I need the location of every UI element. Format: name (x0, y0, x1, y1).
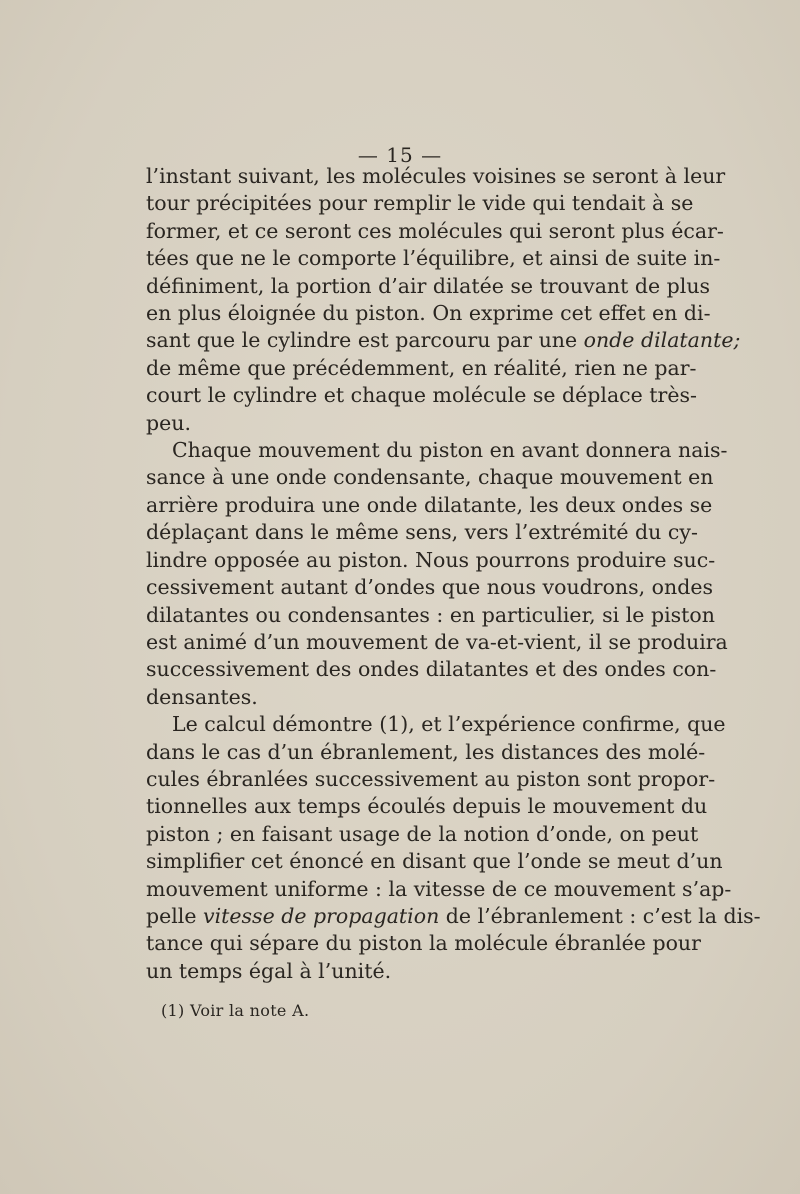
text-line: successivement des ondes dilatantes et des ondes con- (146, 657, 717, 682)
body-text (146, 163, 761, 985)
text-line: densantes. (146, 684, 258, 709)
text-line: simplifier cet énoncé en disant que l’onde se meut d’un (146, 849, 723, 874)
paragraph-3 (146, 711, 761, 985)
text-line: tées que ne le comporte l’équilibre, et ainsi de suite in- (146, 246, 721, 271)
text-line: sance à une onde condensante, chaque mouvement en (146, 465, 714, 490)
italic-term-vitesse-de-propagation: vitesse de propagation (203, 903, 440, 928)
text-line: tance qui sépare du piston la molécule ébranlée pour (146, 931, 701, 956)
text-line: Le calcul démontre (1), et l’expérience confirme, que (172, 712, 726, 737)
text-line: court le cylindre et chaque molécule se déplace très- (146, 383, 697, 408)
text-line: lindre opposée au piston. Nous pourrons produire suc- (146, 547, 716, 572)
footnote: (1) Voir la note A. (161, 1001, 310, 1020)
paragraph-1 (146, 163, 741, 437)
text-fragment: de l’ébranlement : c’est la dis- (439, 903, 761, 928)
text-line: mouvement uniforme : la vitesse de ce mouvement s’ap- (146, 876, 732, 901)
text-line: cessivement autant d’ondes que nous voudrons, ondes (146, 575, 713, 600)
text-line (146, 903, 761, 930)
text-line: en plus éloignée du piston. On exprime cet effet en di- (146, 301, 711, 326)
text-line: Chaque mouvement du piston en avant donnera nais- (172, 438, 728, 463)
text-line: arrière produira une onde dilatante, les deux ondes se (146, 492, 713, 517)
text-line: est animé d’un mouvement de va-et-vient, il se produira (146, 629, 728, 654)
text-fragment: sant que le cylindre est parcouru par une (146, 328, 584, 353)
text-line: un temps égal à l’unité. (146, 958, 392, 983)
text-line: tionnelles aux temps écoulés depuis le mouvement du (146, 794, 708, 819)
text-line (146, 327, 741, 354)
text-fragment: pelle (146, 903, 204, 928)
text-line: cules ébranlées successivement au piston sont propor- (146, 766, 716, 791)
text-line: former, et ce seront ces molécules qui seront plus écar- (146, 218, 724, 243)
text-line: peu. (146, 410, 191, 435)
page-number: — 15 — (357, 143, 443, 167)
text-line: dans le cas d’un ébranlement, les distances des molé- (146, 739, 706, 764)
text-line: de même que précédemment, en réalité, rien ne par- (146, 355, 697, 380)
text-line: piston ; en faisant usage de la notion d’onde, on peut (146, 821, 699, 846)
text-line: l’instant suivant, les molécules voisines se seront à leur (146, 164, 726, 188)
text-line: dilatantes ou condensantes : en particulier, si le piston (146, 602, 715, 627)
text-line: définiment, la portion d’air dilatée se trouvant de plus (146, 273, 711, 298)
italic-term-onde-dilatante: onde dilatante; (583, 328, 741, 353)
text-line: déplaçant dans le même sens, vers l’extrémité du cy- (146, 520, 698, 545)
paragraph-2 (146, 437, 728, 711)
text-line: tour précipitées pour remplir le vide qui tendait à se (146, 191, 694, 216)
